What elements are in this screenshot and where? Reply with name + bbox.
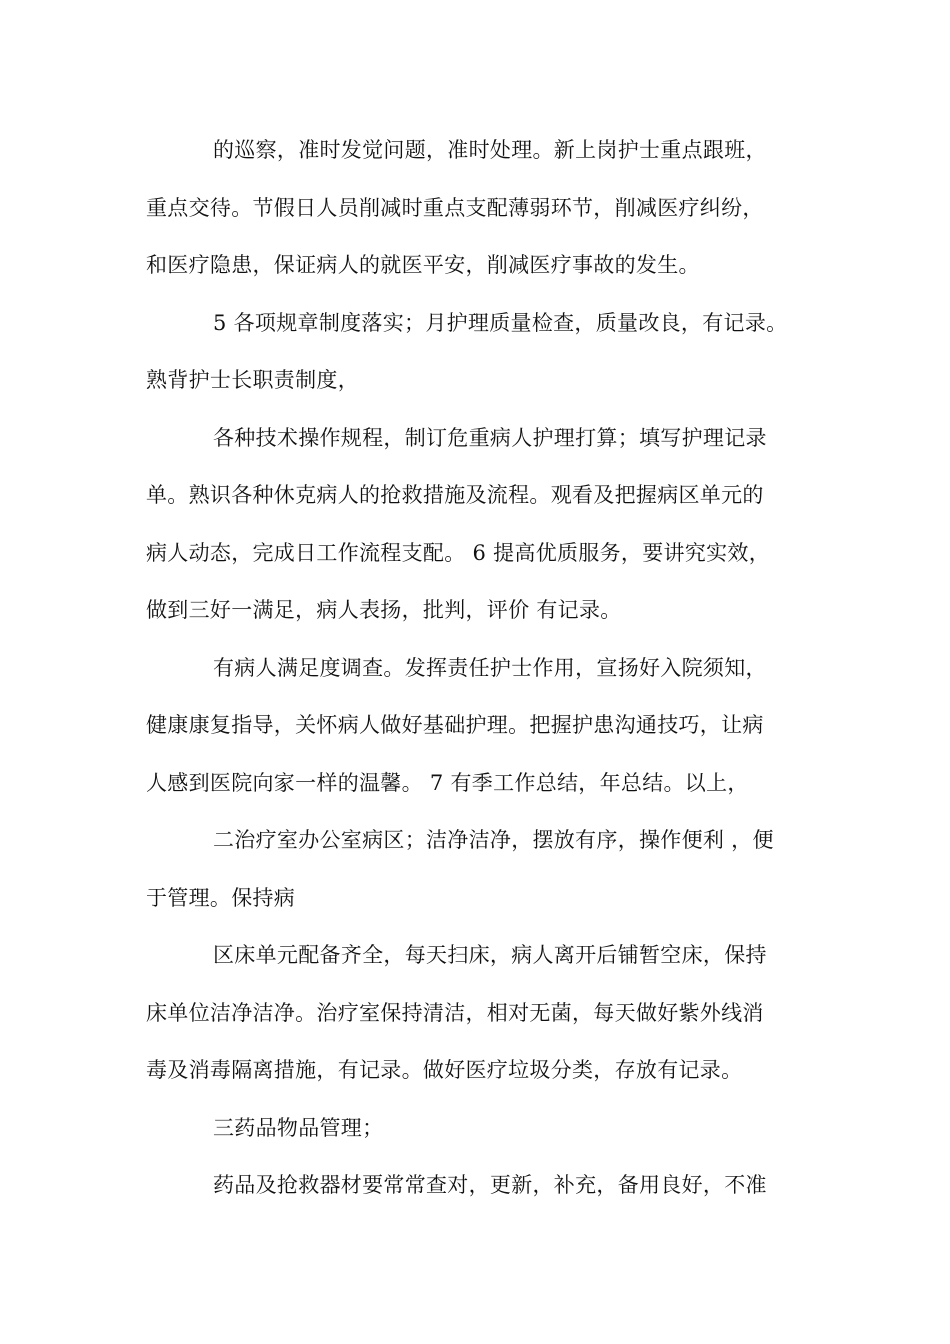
text-line-12: 人感到医院向家一样的温馨。 7 有季工作总结，年总结。以上， xyxy=(146,771,749,795)
text-line-6: 各种技术操作规程，制订危重病人护理打算；填写护理记录 xyxy=(213,426,767,450)
text-line-2: 重点交待。节假日人员削减时重点支配薄弱环节，削减医疗纠纷， xyxy=(146,196,764,220)
text-line-4: 5 各项规章制度落实；月护理质量检查，质量改良，有记录。 xyxy=(213,311,788,335)
text-line-17: 毒及消毒隔离措施，有记录。做好医疗垃圾分类，存放有记录。 xyxy=(146,1058,743,1082)
text-line-5: 熟背护士长职责制度， xyxy=(146,368,359,392)
text-line-11: 健康康复指导，关怀病人做好基础护理。把握护患沟通技巧，让病 xyxy=(146,713,764,737)
text-line-18: 三药品物品管理； xyxy=(213,1116,384,1140)
text-line-15: 区床单元配备齐全，每天扫床，病人离开后铺暂空床，保持 xyxy=(213,943,767,967)
text-line-14: 于管理。保持病 xyxy=(146,886,296,910)
text-line-16: 床单位洁净洁净。治疗室保持清洁，相对无菌，每天做好紫外线消 xyxy=(146,1001,764,1025)
text-line-3: 和医疗隐患，保证病人的就医平安，削减医疗事故的发生。 xyxy=(146,253,700,277)
text-line-1: 的巡察，准时发觉问题，准时处理。新上岗护士重点跟班， xyxy=(213,138,767,162)
text-line-19: 药品及抢救器材要常常查对，更新，补充，备用良好，不准 xyxy=(213,1173,767,1197)
text-line-10: 有病人满足度调查。发挥责任护士作用，宣扬好入院须知， xyxy=(213,656,767,680)
text-line-9: 做到三好一满足，病人表扬，批判，评价 有记录。 xyxy=(146,598,622,622)
text-line-7: 单。熟识各种休克病人的抢救措施及流程。观看及把握病区单元的 xyxy=(146,483,764,507)
text-line-13: 二治疗室办公室病区；洁净洁净，摆放有序，操作便利 ，便 xyxy=(213,828,774,852)
text-line-8: 病人动态，完成日工作流程支配。 6 提高优质服务，要讲究实效， xyxy=(146,541,771,565)
